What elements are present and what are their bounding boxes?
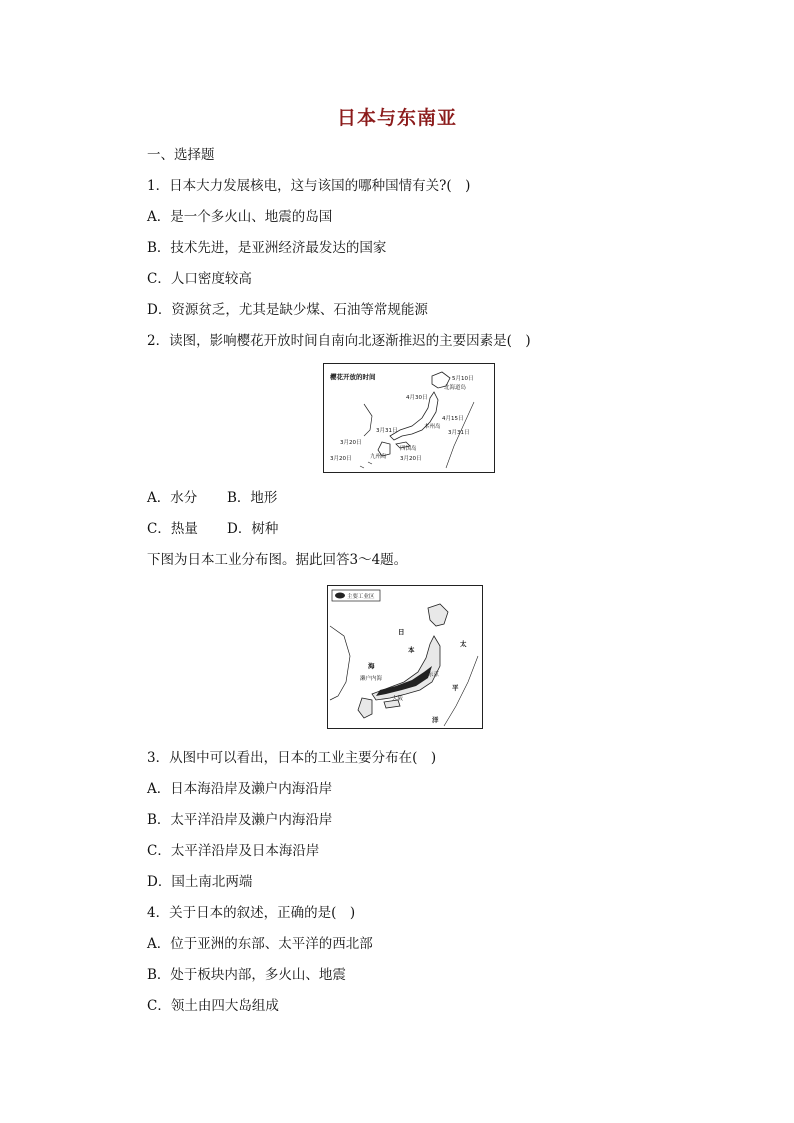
map2-label-tai: 太 (460, 640, 467, 648)
map1-label-mar20-a: 3月20日 (340, 440, 362, 446)
q2-option-a: A．水分 (147, 490, 198, 506)
map1-label-mar31-west: 3月31日 (376, 428, 398, 434)
map1-label-mar20-b: 3月20日 (330, 456, 352, 462)
map1-label-mar20-c: 3月20日 (400, 456, 422, 462)
map2-label-ben: 本 (408, 646, 415, 654)
q4-stem: 4．关于日本的叙述，正确的是( ) (147, 905, 356, 921)
q2-option-d: D．树种 (227, 521, 279, 537)
q34-intro: 下图为日本工业分布图。据此回答3～4题。 (147, 552, 408, 568)
korea-coast (364, 404, 372, 436)
q2-option-c: C．热量 (147, 521, 198, 537)
q2-stem: 2．读图，影响樱花开放时间自南向北逐渐推迟的主要因素是( ) (147, 333, 531, 349)
map2-label-ri: 日 (398, 628, 405, 636)
q3-option-a: A．日本海沿岸及濑户内海沿岸 (147, 781, 333, 797)
map1-label-mar31-east: 3月31日 (448, 430, 470, 436)
q3-option-c: C．太平洋沿岸及日本海沿岸 (147, 843, 320, 859)
q1-stem: 1．日本大力发展核电，这与该国的哪种国情有关?( ) (147, 178, 471, 194)
ocean-trench (444, 656, 478, 726)
islands-chain (360, 462, 372, 468)
q3-option-b: B．太平洋沿岸及濑户内海沿岸 (147, 812, 333, 828)
map2-label-ping: 平 (452, 684, 459, 692)
map1-label-kyushu: 九州岛 (370, 454, 387, 460)
mainland-coast (330, 626, 350, 700)
map1-label-may10: 5月10日 (452, 376, 474, 382)
q1-option-d: D．资源贫乏，尤其是缺少煤、石油等常规能源 (147, 302, 428, 318)
q1-option-c: C．人口密度较高 (147, 271, 252, 287)
map1-label-hokkaido: 北海道岛 (444, 385, 467, 391)
map1-label-shikoku: 四国岛 (400, 446, 417, 452)
legend-swatch (335, 593, 345, 599)
map1-label-apr15: 4月15日 (442, 416, 464, 422)
q3-option-d: D．国土南北两端 (147, 874, 253, 890)
map1-label-apr30: 4月30日 (406, 395, 428, 401)
page-title: 日本与东南亚 (336, 107, 457, 129)
q1-option-b: B．技术先进，是亚洲经济最发达的国家 (147, 240, 387, 256)
q4-option-c: C．领土由四大岛组成 (147, 998, 279, 1014)
cherry-blossom-map (323, 363, 495, 473)
map2-legend: 主要工业区 (347, 594, 375, 600)
industry-map (327, 585, 483, 729)
kyushu-shape (358, 698, 372, 718)
map2-label-tokyo: 东京 (428, 672, 440, 678)
map2-label-osaka: 大阪 (392, 696, 404, 702)
map2-label-hai: 海 (368, 662, 375, 670)
cherry-blossom-map-svg (324, 364, 494, 472)
section-heading: 一、选择题 (147, 147, 215, 163)
industry-map-svg (328, 586, 482, 728)
map2-label-seto: 濑户内海 (360, 676, 383, 682)
q2-option-b: B．地形 (227, 490, 278, 506)
q4-option-b: B．处于板块内部，多火山、地震 (147, 967, 346, 983)
map1-label-honshu: 本州岛 (424, 424, 441, 430)
q4-option-a: A．位于亚洲的东部、太平洋的西北部 (147, 936, 373, 952)
q2-options-row1 (147, 489, 277, 507)
q1-option-a: A．是一个多火山、地震的岛国 (147, 209, 333, 225)
hokkaido-shape (428, 604, 448, 626)
map1-title: 樱花开放的时间 (330, 373, 376, 381)
map2-label-yang: 洋 (432, 716, 439, 724)
q3-stem: 3．从图中可以看出，日本的工业主要分布在( ) (147, 750, 437, 766)
q2-options-row2 (147, 520, 278, 538)
